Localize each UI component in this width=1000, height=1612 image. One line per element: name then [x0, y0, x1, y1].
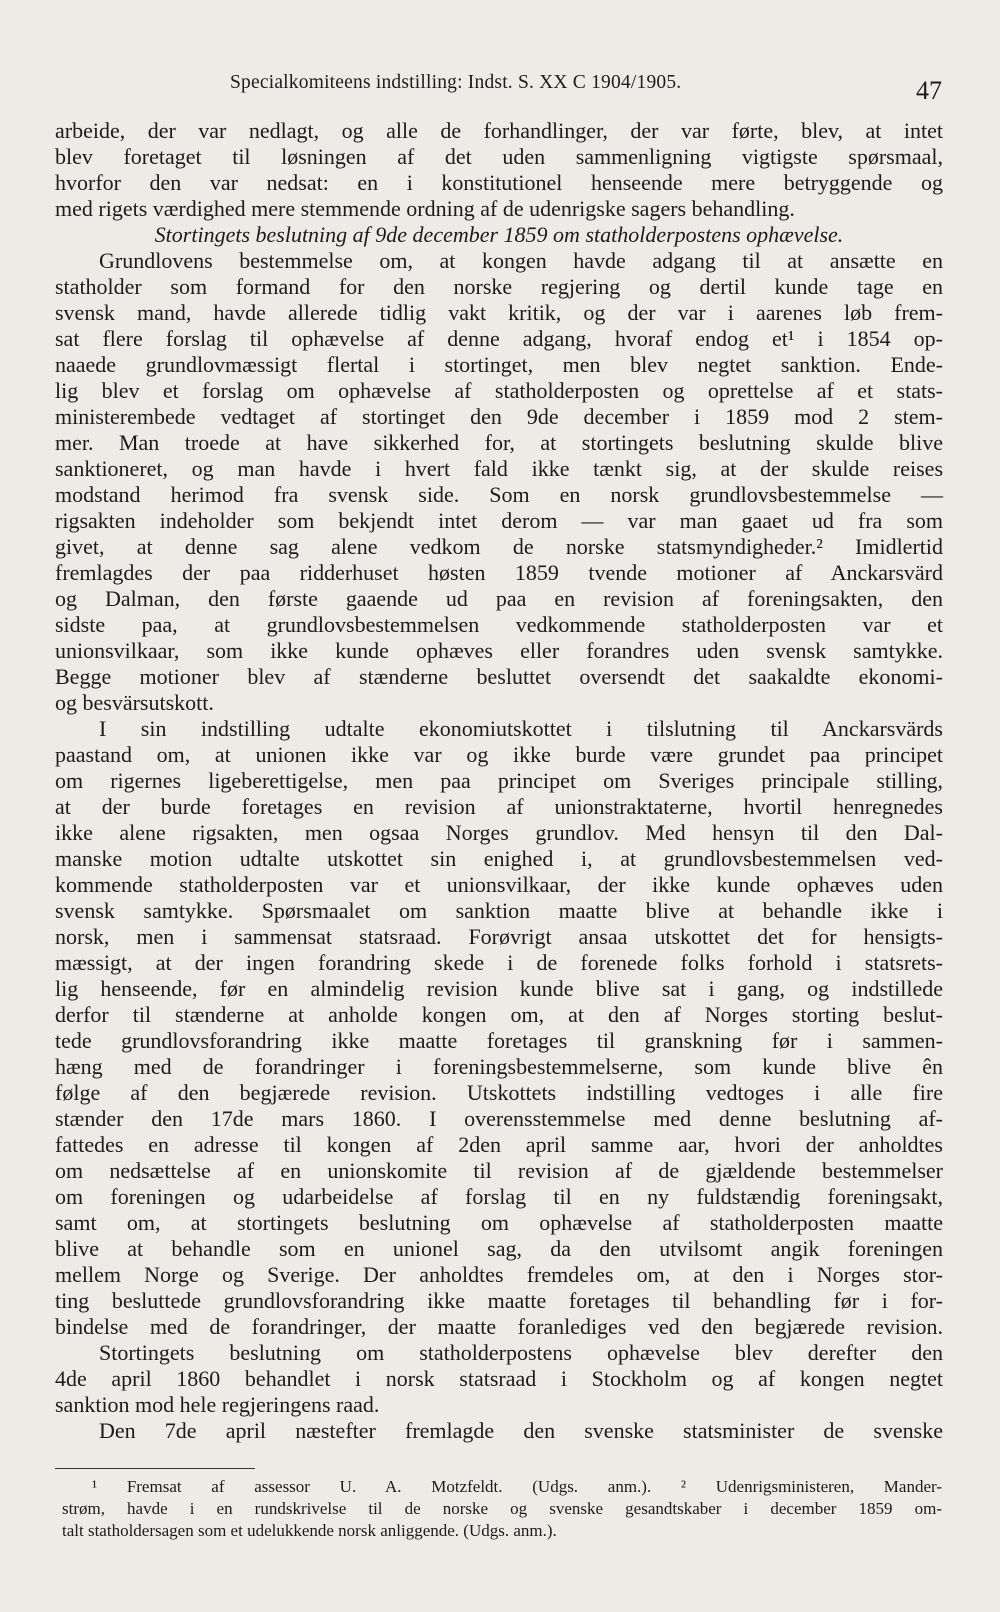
text-line: ting besluttede grundlovsforandring ikke maatte foretages til behandling før i for-	[55, 1288, 943, 1313]
text-line: I sin indstilling udtalte ekonomiutskottet i tilslutning til Anckarsvärds	[99, 716, 943, 741]
text-line: manske motion udtalte utskottet sin enighed i, at grundlovsbestemmelsen ved-	[55, 846, 943, 871]
text-line: blev foretaget til løsningen af det uden sammenligning vigtigste spørsmaal,	[55, 144, 943, 169]
text-line: svensk samtykke. Spørsmaalet om sanktion maatte blive at behandle ikke i	[55, 898, 943, 923]
text-line: bindelse med de forandringer, der maatte foranlediges ved den begjærede revision.	[55, 1314, 943, 1339]
text-line: mæssigt, at der ingen forandring skede i de forenede folks forhold i statsrets-	[55, 950, 943, 975]
text-line: unionsvilkaar, som ikke kunde ophæves eller forandres uden svensk samtykke.	[55, 638, 943, 663]
text-line: at der burde foretages en revision af unionstraktaterne, hvortil henregnedes	[55, 794, 943, 819]
running-header: Specialkomiteens indstilling: Indst. S. XX C 1904/1905.	[230, 72, 682, 93]
text-line: sanktioneret, og man havde i hvert fald ikke tænkt sig, at der skulde reises	[55, 456, 943, 481]
text-line: om foreningen og udarbeidelse af forslag til en ny fuldstændig foreningsakt,	[55, 1184, 943, 1209]
text-line: 4de april 1860 behandlet i norsk statsraad i Stockholm og af kongen negtet	[55, 1366, 943, 1391]
text-line: naaede grundlovmæssigt flertal i stortinget, men blev negtet sanktion. Ende-	[55, 352, 943, 377]
text-line: sat flere forslag til ophævelse af denne adgang, hvoraf endog et¹ i 1854 op-	[55, 326, 943, 351]
text-line: fattedes en adresse til kongen af 2den april samme aar, hvori der anholdtes	[55, 1132, 943, 1157]
text-line: Grundlovens bestemmelse om, at kongen havde adgang til at ansætte en	[99, 248, 943, 273]
text-line: sanktion mod hele regjeringens raad.	[55, 1392, 380, 1417]
body-text	[55, 118, 943, 1444]
text-line: ikke alene rigsakten, men ogsaa Norges grundlov. Med hensyn til den Dal-	[55, 820, 943, 845]
text-line: sidste paa, at grundlovsbestemmelsen vedkommende statholderposten var et	[55, 612, 943, 637]
text-line: svensk mand, havde allerede tidlig vakt kritik, og der var i aarenes løb frem-	[55, 300, 943, 325]
text-line: mer. Man troede at have sikkerhed for, at stortingets beslutning skulde blive	[55, 430, 943, 455]
text-line: hæng med de forandringer i foreningsbestemmelserne, som kunde blive ên	[55, 1054, 943, 1079]
text-line: paastand om, at unionen ikke var og ikke burde være grundet paa principet	[55, 742, 943, 767]
page-number: 47	[916, 76, 942, 105]
text-line: lig blev et forslag om ophævelse af statholderposten og oprettelse af et stats-	[55, 378, 943, 403]
text-line: Begge motioner blev af stænderne besluttet oversendt det saakaldte ekonomi-	[55, 664, 943, 689]
text-line: med rigets værdighed mere stemmende ordning af de udenrigske sagers behandling.	[55, 196, 795, 221]
text-line: lig henseende, før en almindelig revision kunde blive sat i gang, og indstillede	[55, 976, 943, 1001]
footnotes	[62, 1476, 942, 1542]
text-line: arbeide, der var nedlagt, og alle de forhandlinger, der var førte, blev, at intet	[55, 118, 943, 143]
footnote-line: talt statholdersagen som et udelukkende norsk anliggende. (Udgs. anm.).	[62, 1521, 557, 1540]
text-line: Stortingets beslutning om statholderpostens ophævelse blev derefter den	[99, 1340, 943, 1365]
footnote-divider	[55, 1468, 255, 1469]
text-line: og Dalman, den første gaaende ud paa en revision af foreningsakten, den	[55, 586, 943, 611]
text-line: ministerembede vedtaget af stortinget den 9de december i 1859 mod 2 stem-	[55, 404, 943, 429]
text-line: kommende statholderposten var et unionsvilkaar, der ikke kunde ophæves uden	[55, 872, 943, 897]
footnote-line: ¹ Fremsat af assessor U. A. Motzfeldt. (Udgs. anm.). ² Udenrigsministeren, Mander-	[92, 1477, 942, 1496]
text-line: rigsakten indeholder som bekjendt intet derom — var man gaaet ud fra som	[55, 508, 943, 533]
text-line: statholder som formand for den norske regjering og dertil kunde tage en	[55, 274, 943, 299]
text-line: derfor til stænderne at anholde kongen om, at den af Norges storting beslut-	[55, 1002, 943, 1027]
text-line: samt om, at stortingets beslutning om ophævelse af statholderposten maatte	[55, 1210, 943, 1235]
text-line: norsk, men i sammensat statsraad. Forøvrigt ansaa utskottet det for hensigts-	[55, 924, 943, 949]
text-line: fremlagdes der paa ridderhuset høsten 1859 tvende motioner af Anckarsvärd	[55, 560, 943, 585]
text-line: hvorfor den var nedsat: en i konstitutionel henseende mere betryggende og	[55, 170, 943, 195]
text-line: og besvärsutskott.	[55, 690, 214, 715]
text-line: Den 7de april næstefter fremlagde den svenske statsminister de svenske	[99, 1418, 943, 1443]
section-heading: Stortingets beslutning af 9de december 1859 om statholderpostens ophævelse.	[154, 222, 844, 247]
text-line: stænder den 17de mars 1860. I overensstemmelse med denne beslutning af-	[55, 1106, 943, 1131]
text-line: følge af den begjærede revision. Utskottets indstilling vedtoges i alle fire	[55, 1080, 943, 1105]
text-line: givet, at denne sag alene vedkom de norske statsmyndigheder.² Imidlertid	[55, 534, 943, 559]
text-line: mellem Norge og Sverige. Der anholdtes fremdeles om, at den i Norges stor-	[55, 1262, 943, 1287]
text-line: tede grundlovsforandring ikke maatte foretages til granskning før i sammen-	[55, 1028, 943, 1053]
text-line: om nedsættelse af en unionskomite til revision af de gjældende bestemmelser	[55, 1158, 943, 1183]
footnote-line: strøm, havde i en rundskrivelse til de norske og svenske gesandtskaber i december 1859 om-	[62, 1499, 942, 1518]
text-line: blive at behandle som en unionel sag, da den utvilsomt angik foreningen	[55, 1236, 943, 1261]
text-line: om rigernes ligeberettigelse, men paa principet om Sveriges principale stilling,	[55, 768, 943, 793]
text-line: modstand herimod fra svensk side. Som en norsk grundlovsbestemmelse —	[55, 482, 943, 507]
